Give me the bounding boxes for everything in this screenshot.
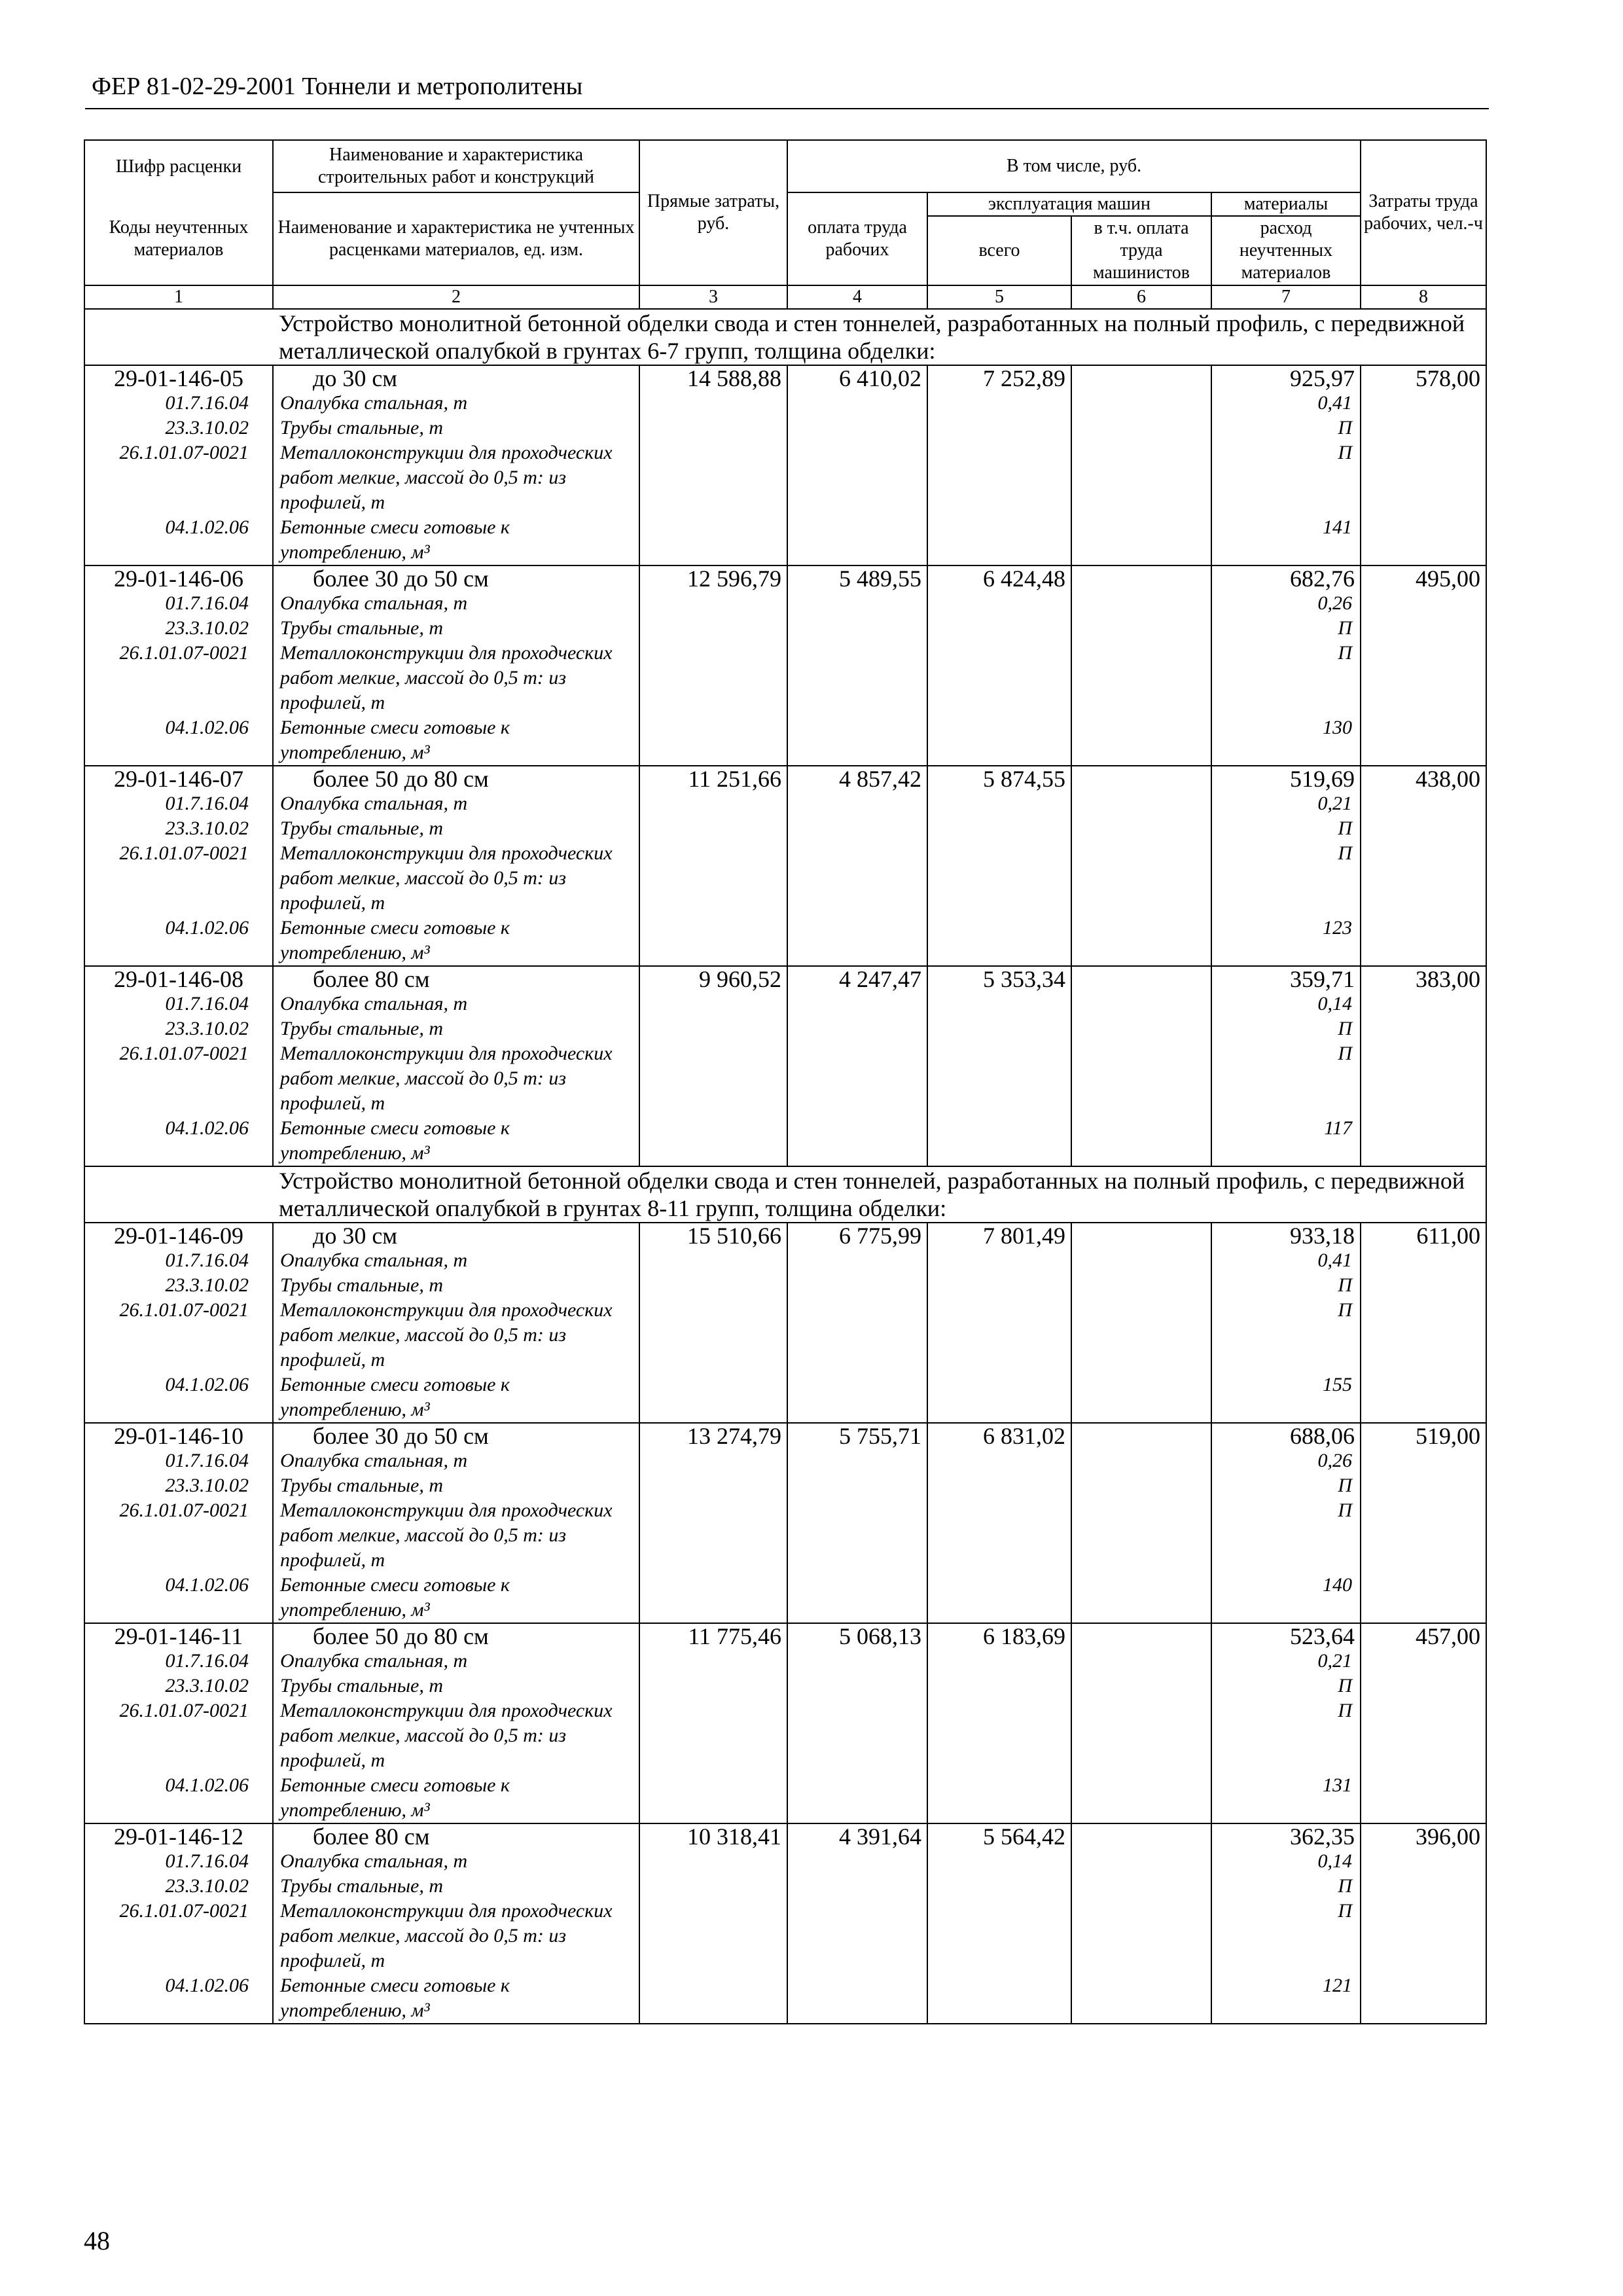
material-name: Опалубка стальная, т	[280, 1650, 468, 1672]
labor-hours: 383,00	[1416, 966, 1481, 992]
material-code: 01.7.16.04	[165, 1249, 249, 1271]
code-cell	[84, 1623, 273, 1823]
material-quantity: П	[1338, 1900, 1353, 1922]
section-header-cell	[84, 1166, 1486, 1223]
machines-total-cell	[927, 365, 1071, 565]
header-material-names: Наименование и характеристика не учтенных расценками материалов, ед. изм.	[273, 192, 639, 285]
material-name: Металлоконструкции для проходческих работ мелкие, массой до 0,5 т: из профилей, т	[280, 1043, 613, 1114]
material-code: 04.1.02.06	[165, 1975, 249, 1996]
materials-cost: 933,18	[1290, 1223, 1355, 1249]
material-quantity: 121	[1323, 1975, 1353, 1996]
name-cell	[273, 1223, 639, 1423]
material-quantity: 0,21	[1317, 1650, 1353, 1672]
rate-code: 29-01-146-12	[114, 1823, 243, 1850]
direct-costs-cell	[639, 1623, 787, 1823]
rate-name: более 30 до 50 см	[313, 565, 489, 592]
operators-pay	[1072, 1824, 1211, 1849]
material-code: 26.1.01.07-0021	[119, 1700, 249, 1721]
direct-costs-cell	[639, 766, 787, 966]
header-work-name: Наименование и характеристика строительных работ и конструкций	[273, 140, 639, 192]
operators-pay	[1072, 967, 1211, 992]
labor-pay-cell	[787, 365, 927, 565]
material-quantity: П	[1338, 642, 1353, 664]
rate-name: более 80 см	[313, 1823, 430, 1850]
direct-costs-cell	[639, 565, 787, 766]
labor-pay-cell	[787, 1223, 927, 1423]
labor-hours: 438,00	[1416, 766, 1481, 792]
material-quantity: П	[1338, 1274, 1353, 1296]
material-code: 04.1.02.06	[165, 1374, 249, 1395]
header-labor-hours: Затраты труда рабочих, чел.-ч	[1361, 140, 1486, 285]
material-quantity: П	[1338, 1675, 1353, 1696]
material-name: Трубы стальные, т	[280, 1475, 444, 1496]
material-quantity: 0,41	[1317, 1249, 1353, 1271]
material-code: 01.7.16.04	[165, 1650, 249, 1672]
material-code: 01.7.16.04	[165, 592, 249, 614]
labor-hours-cell	[1361, 766, 1486, 966]
material-quantity: П	[1338, 1043, 1353, 1064]
operators-pay-cell	[1071, 1223, 1211, 1423]
code-cell	[84, 966, 273, 1166]
rate-row	[84, 365, 1486, 565]
material-quantity: 0,14	[1317, 993, 1353, 1014]
operators-pay-cell	[1071, 1623, 1211, 1823]
name-cell	[273, 1423, 639, 1623]
machines-total-cell	[927, 1823, 1071, 2024]
material-code: 26.1.01.07-0021	[119, 842, 249, 864]
direct-costs: 13 274,79	[687, 1423, 781, 1449]
material-code: 26.1.01.07-0021	[119, 642, 249, 664]
material-name: Бетонные смеси готовые к употреблению, м³	[280, 1774, 510, 1821]
material-name: Бетонные смеси готовые к употреблению, м³	[280, 1117, 510, 1164]
material-code: 04.1.02.06	[165, 1117, 249, 1139]
operators-pay-cell	[1071, 365, 1211, 565]
labor-hours: 611,00	[1416, 1223, 1481, 1249]
material-name: Трубы стальные, т	[280, 1675, 444, 1696]
rate-row	[84, 966, 1486, 1166]
material-name: Трубы стальные, т	[280, 1875, 444, 1897]
material-quantity: П	[1338, 1499, 1353, 1521]
machines-total-cell	[927, 1623, 1071, 1823]
material-name: Бетонные смеси готовые к употреблению, м³	[280, 1975, 510, 2021]
rate-code: 29-01-146-08	[114, 966, 243, 992]
direct-costs: 12 596,79	[687, 565, 781, 592]
material-code: 23.3.10.02	[165, 1675, 249, 1696]
material-quantity: 0,41	[1317, 392, 1353, 414]
material-quantity: 123	[1323, 917, 1353, 939]
column-number: 7	[1211, 285, 1361, 309]
material-code: 01.7.16.04	[165, 392, 249, 414]
section-title: Устройство монолитной бетонной обделки свода и стен тоннелей, разработанных на полный профиль, с передвижной металлической опалубкой в грунтах 6-7 групп, толщина обделки:	[279, 310, 1465, 364]
labor-hours-cell	[1361, 966, 1486, 1166]
rate-row	[84, 1823, 1486, 2024]
labor-hours: 457,00	[1416, 1623, 1481, 1649]
header-direct-costs: Прямые затраты, руб.	[639, 140, 787, 285]
material-name: Опалубка стальная, т	[280, 1850, 468, 1872]
labor-hours-cell	[1361, 565, 1486, 766]
labor-pay-cell	[787, 1823, 927, 2024]
material-code: 23.3.10.02	[165, 1274, 249, 1296]
material-quantity: П	[1338, 817, 1353, 839]
material-name: Бетонные смеси готовые к употреблению, м³	[280, 516, 510, 563]
rate-row	[84, 1223, 1486, 1423]
labor-hours: 578,00	[1416, 365, 1481, 391]
material-quantity: 140	[1323, 1574, 1353, 1596]
materials-cost: 359,71	[1290, 966, 1355, 992]
operators-pay-cell	[1071, 966, 1211, 1166]
direct-costs: 14 588,88	[687, 365, 781, 391]
header-labor-pay: оплата труда рабочих	[787, 192, 927, 285]
material-quantity: П	[1338, 417, 1353, 439]
materials-cost: 925,97	[1290, 365, 1355, 391]
name-cell	[273, 365, 639, 565]
labor-pay-cell	[787, 966, 927, 1166]
material-name: Бетонные смеси готовые к употреблению, м³	[280, 717, 510, 763]
labor-hours-cell	[1361, 1423, 1486, 1623]
code-cell	[84, 1423, 273, 1623]
machines-total-cell	[927, 966, 1071, 1166]
material-name: Бетонные смеси готовые к употреблению, м³	[280, 917, 510, 963]
material-quantity: 0,26	[1317, 592, 1353, 614]
materials-cost: 688,06	[1290, 1423, 1355, 1449]
materials-cost: 519,69	[1290, 766, 1355, 792]
material-name: Металлоконструкции для проходческих работ мелкие, массой до 0,5 т: из профилей, т	[280, 842, 613, 914]
material-code: 23.3.10.02	[165, 417, 249, 439]
code-cell	[84, 565, 273, 766]
code-cell	[84, 766, 273, 966]
operators-pay-cell	[1071, 1823, 1211, 2024]
material-name: Металлоконструкции для проходческих работ мелкие, массой до 0,5 т: из профилей, т	[280, 642, 613, 713]
rate-code: 29-01-146-09	[114, 1223, 243, 1249]
materials-cell	[1211, 1823, 1361, 2024]
rate-row	[84, 565, 1486, 766]
labor-pay: 6 775,99	[839, 1223, 921, 1249]
labor-pay: 4 857,42	[839, 766, 921, 792]
rate-block	[84, 565, 1486, 766]
material-quantity: П	[1338, 1875, 1353, 1897]
material-name: Металлоконструкции для проходческих работ мелкие, массой до 0,5 т: из профилей, т	[280, 442, 613, 513]
labor-pay: 4 391,64	[839, 1823, 921, 1850]
direct-costs-cell	[639, 365, 787, 565]
rate-block	[84, 1423, 1486, 1623]
direct-costs: 11 251,66	[688, 766, 781, 792]
operators-pay	[1072, 1624, 1211, 1649]
materials-cell	[1211, 1423, 1361, 1623]
machines-total: 5 353,34	[983, 966, 1065, 992]
name-cell	[273, 766, 639, 966]
rate-name: более 80 см	[313, 966, 430, 992]
machines-total: 6 831,02	[983, 1423, 1065, 1449]
header-including: В том числе, руб.	[787, 140, 1361, 192]
labor-hours-cell	[1361, 1623, 1486, 1823]
material-code: 26.1.01.07-0021	[119, 1900, 249, 1922]
section-header-cell	[84, 309, 1486, 365]
operators-pay	[1072, 1223, 1211, 1248]
operators-pay-cell	[1071, 1423, 1211, 1623]
materials-cost: 682,76	[1290, 565, 1355, 592]
labor-pay: 6 410,02	[839, 365, 921, 391]
column-numbers-row	[84, 285, 1486, 309]
material-code: 26.1.01.07-0021	[119, 1499, 249, 1521]
machines-total-cell	[927, 1423, 1071, 1623]
name-cell	[273, 1823, 639, 2024]
column-number: 6	[1071, 285, 1211, 309]
section-block	[84, 1166, 1486, 1223]
section-block	[84, 309, 1486, 365]
material-code: 04.1.02.06	[165, 717, 249, 738]
labor-pay-cell	[787, 1423, 927, 1623]
operators-pay	[1072, 1424, 1211, 1448]
section-title: Устройство монолитной бетонной обделки свода и стен тоннелей, разработанных на полный профиль, с передвижной металлической опалубкой в грунтах 8-11 групп, толщина обделки:	[279, 1168, 1465, 1221]
material-code: 01.7.16.04	[165, 1450, 249, 1471]
labor-hours: 396,00	[1416, 1823, 1481, 1850]
table-header	[84, 140, 1486, 309]
machines-total: 6 183,69	[983, 1623, 1065, 1649]
header-material-codes: Коды неучтенных материалов	[84, 192, 273, 285]
column-number: 1	[84, 285, 273, 309]
material-quantity: П	[1338, 1018, 1353, 1039]
rate-block	[84, 1823, 1486, 2024]
material-quantity: 0,21	[1317, 793, 1353, 814]
material-code: 04.1.02.06	[165, 917, 249, 939]
material-quantity: П	[1338, 842, 1353, 864]
material-name: Металлоконструкции для проходческих работ мелкие, массой до 0,5 т: из профилей, т	[280, 1900, 613, 1971]
material-code: 23.3.10.02	[165, 817, 249, 839]
document-title: ФЕР 81-02-29-2001 Тоннели и метрополитены	[92, 73, 583, 100]
material-name: Металлоконструкции для проходческих работ мелкие, массой до 0,5 т: из профилей, т	[280, 1299, 613, 1371]
material-code: 04.1.02.06	[165, 516, 249, 538]
direct-costs: 10 318,41	[687, 1823, 781, 1850]
materials-cell	[1211, 766, 1361, 966]
direct-costs-cell	[639, 1423, 787, 1623]
material-quantity: 141	[1323, 516, 1353, 538]
labor-pay-cell	[787, 766, 927, 966]
code-cell	[84, 1823, 273, 2024]
material-name: Металлоконструкции для проходческих работ мелкие, массой до 0,5 т: из профилей, т	[280, 1700, 613, 1771]
labor-pay-cell	[787, 1623, 927, 1823]
header-machines: эксплуатация машин	[927, 192, 1211, 216]
code-cell	[84, 1223, 273, 1423]
rate-block	[84, 966, 1486, 1166]
column-number: 8	[1361, 285, 1486, 309]
material-code: 01.7.16.04	[165, 793, 249, 814]
material-code: 01.7.16.04	[165, 993, 249, 1014]
name-cell	[273, 1623, 639, 1823]
rate-row	[84, 766, 1486, 966]
materials-cell	[1211, 1623, 1361, 1823]
operators-pay	[1072, 566, 1211, 591]
material-quantity: П	[1338, 442, 1353, 463]
material-name: Трубы стальные, т	[280, 1274, 444, 1296]
page-number: 48	[84, 2226, 110, 2255]
column-number: 3	[639, 285, 787, 309]
labor-pay: 5 068,13	[839, 1623, 921, 1649]
material-name: Трубы стальные, т	[280, 617, 444, 639]
machines-total-cell	[927, 766, 1071, 966]
direct-costs-cell	[639, 1823, 787, 2024]
rate-code: 29-01-146-10	[114, 1423, 243, 1449]
operators-pay-cell	[1071, 565, 1211, 766]
operators-pay	[1072, 766, 1211, 791]
material-name: Опалубка стальная, т	[280, 392, 468, 414]
direct-costs-cell	[639, 1223, 787, 1423]
name-cell	[273, 966, 639, 1166]
rate-name: более 50 до 80 см	[313, 766, 489, 792]
rate-code: 29-01-146-11	[114, 1623, 243, 1649]
material-quantity: П	[1338, 1299, 1353, 1321]
materials-cell	[1211, 1223, 1361, 1423]
column-number: 2	[273, 285, 639, 309]
direct-costs: 15 510,66	[687, 1223, 781, 1249]
material-code: 26.1.01.07-0021	[119, 1043, 249, 1064]
machines-total-cell	[927, 565, 1071, 766]
section-header-row	[84, 1166, 1486, 1223]
material-code: 01.7.16.04	[165, 1850, 249, 1872]
labor-hours-cell	[1361, 1223, 1486, 1423]
materials-cost: 362,35	[1290, 1823, 1355, 1850]
labor-hours: 519,00	[1416, 1423, 1481, 1449]
direct-costs: 9 960,52	[699, 966, 781, 992]
header-machines-total: всего	[927, 216, 1071, 285]
material-code: 23.3.10.02	[165, 1475, 249, 1496]
rate-code: 29-01-146-05	[114, 365, 243, 391]
material-name: Трубы стальные, т	[280, 817, 444, 839]
rate-block	[84, 1623, 1486, 1823]
machines-total: 7 801,49	[983, 1223, 1065, 1249]
material-name: Опалубка стальная, т	[280, 1450, 468, 1471]
header-materials: материалы	[1211, 192, 1361, 216]
direct-costs: 11 775,46	[688, 1623, 781, 1649]
material-quantity: 0,14	[1317, 1850, 1353, 1872]
rate-row	[84, 1423, 1486, 1623]
rate-name: до 30 см	[313, 1223, 398, 1249]
header-operators-pay: в т.ч. оплата труда машинистов	[1071, 216, 1211, 285]
rate-name: более 30 до 50 см	[313, 1423, 489, 1449]
material-name: Опалубка стальная, т	[280, 1249, 468, 1271]
rate-block	[84, 1223, 1486, 1423]
code-cell	[84, 365, 273, 565]
material-code: 23.3.10.02	[165, 1018, 249, 1039]
materials-cell	[1211, 565, 1361, 766]
material-quantity: 130	[1323, 717, 1353, 738]
material-quantity: П	[1338, 617, 1353, 639]
machines-total: 7 252,89	[983, 365, 1065, 391]
header-code: Шифр расценки	[84, 140, 273, 192]
labor-pay: 5 489,55	[839, 565, 921, 592]
material-code: 23.3.10.02	[165, 1875, 249, 1897]
rate-name: более 50 до 80 см	[313, 1623, 489, 1649]
labor-hours: 495,00	[1416, 565, 1481, 592]
materials-cost: 523,64	[1290, 1623, 1355, 1649]
material-name: Трубы стальные, т	[280, 1018, 444, 1039]
rate-name: до 30 см	[313, 365, 398, 391]
material-name: Трубы стальные, т	[280, 417, 444, 439]
machines-total: 6 424,48	[983, 565, 1065, 592]
material-name: Бетонные смеси готовые к употреблению, м³	[280, 1374, 510, 1420]
rate-row	[84, 1623, 1486, 1823]
labor-pay: 5 755,71	[839, 1423, 921, 1449]
rate-code: 29-01-146-06	[114, 565, 243, 592]
material-quantity: 0,26	[1317, 1450, 1353, 1471]
material-quantity: 117	[1324, 1117, 1353, 1139]
rate-block	[84, 365, 1486, 565]
direct-costs-cell	[639, 966, 787, 1166]
material-name: Опалубка стальная, т	[280, 993, 468, 1014]
rate-code: 29-01-146-07	[114, 766, 243, 792]
material-quantity: 131	[1323, 1774, 1353, 1796]
labor-pay-cell	[787, 565, 927, 766]
material-code: 04.1.02.06	[165, 1774, 249, 1796]
rate-block	[84, 766, 1486, 966]
material-quantity: 155	[1323, 1374, 1353, 1395]
material-code: 26.1.01.07-0021	[119, 1299, 249, 1321]
operators-pay-cell	[1071, 766, 1211, 966]
rates-table	[84, 139, 1487, 2024]
header-material-consumption: расход неучтенных материалов	[1211, 216, 1361, 285]
section-header-row	[84, 309, 1486, 365]
material-code: 04.1.02.06	[165, 1574, 249, 1596]
operators-pay	[1072, 366, 1211, 391]
materials-cell	[1211, 365, 1361, 565]
machines-total: 5 564,42	[983, 1823, 1065, 1850]
material-code: 23.3.10.02	[165, 617, 249, 639]
material-name: Металлоконструкции для проходческих работ мелкие, массой до 0,5 т: из профилей, т	[280, 1499, 613, 1571]
machines-total-cell	[927, 1223, 1071, 1423]
material-code: 26.1.01.07-0021	[119, 442, 249, 463]
title-rule	[85, 108, 1489, 109]
material-quantity: П	[1338, 1700, 1353, 1721]
column-number: 4	[787, 285, 927, 309]
material-name: Опалубка стальная, т	[280, 592, 468, 614]
column-number: 5	[927, 285, 1071, 309]
labor-hours-cell	[1361, 1823, 1486, 2024]
material-name: Бетонные смеси готовые к употреблению, м³	[280, 1574, 510, 1621]
labor-hours-cell	[1361, 365, 1486, 565]
material-name: Опалубка стальная, т	[280, 793, 468, 814]
materials-cell	[1211, 966, 1361, 1166]
machines-total: 5 874,55	[983, 766, 1065, 792]
labor-pay: 4 247,47	[839, 966, 921, 992]
name-cell	[273, 565, 639, 766]
material-quantity: П	[1338, 1475, 1353, 1496]
